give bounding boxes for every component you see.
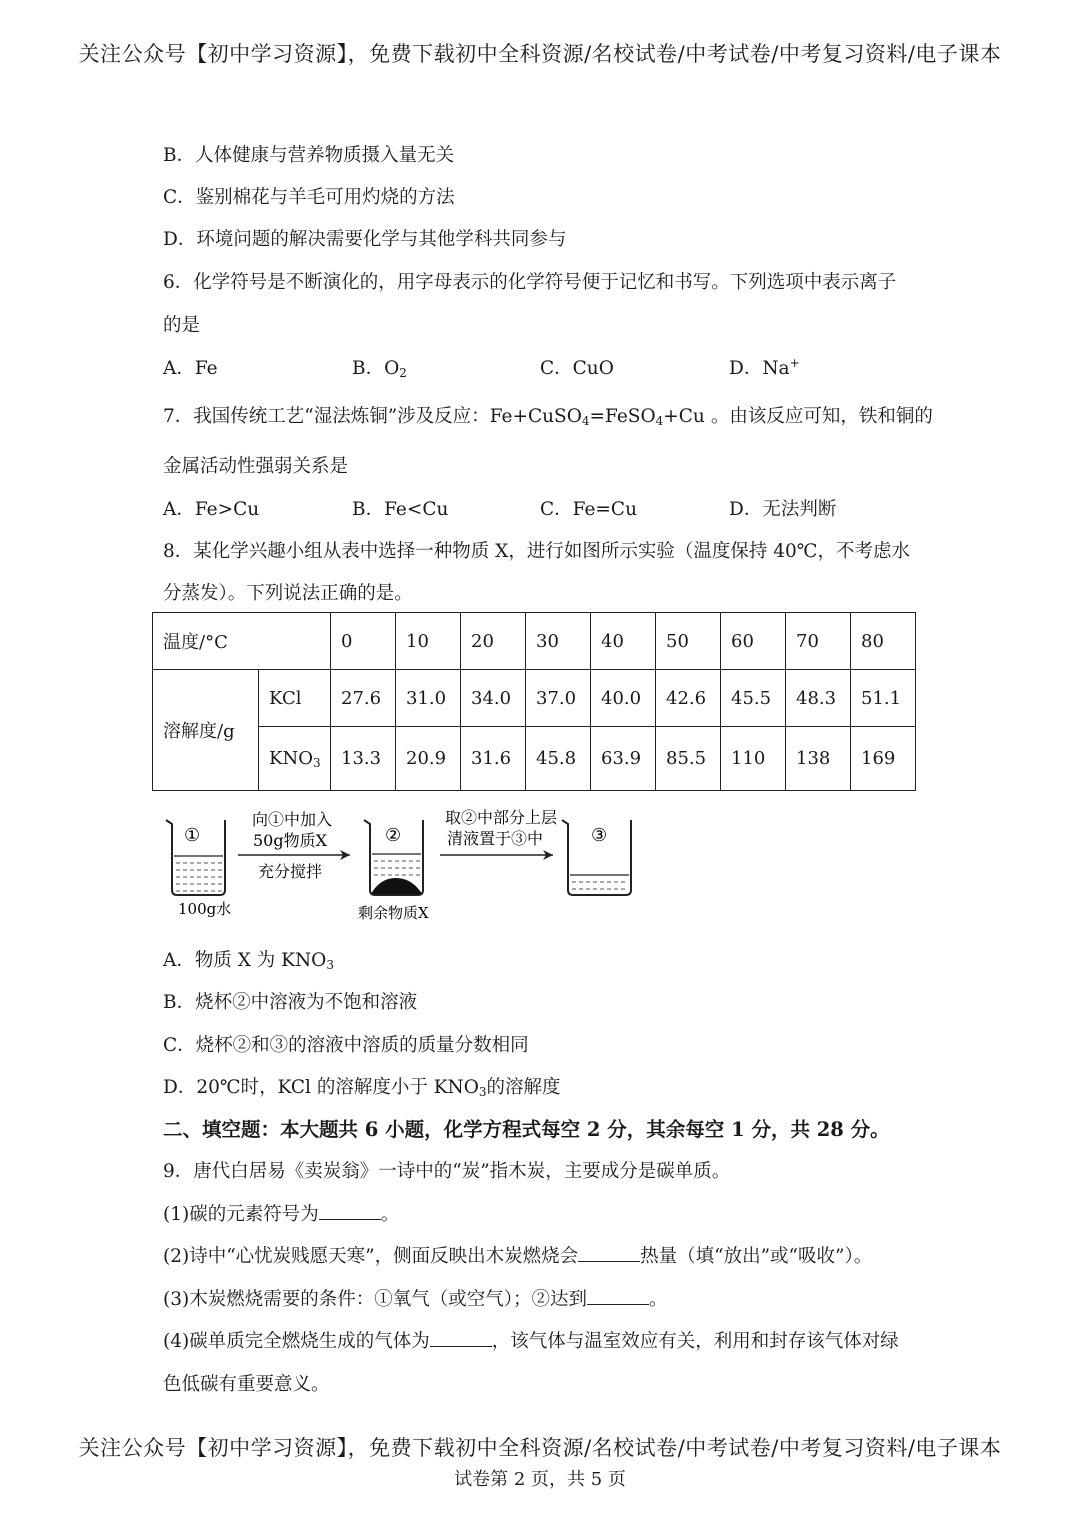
table-cell: 10 [396, 613, 461, 670]
q8-option-c: C．烧杯②和③的溶液中溶质的质量分数相同 [163, 1035, 529, 1056]
q8-option-b: B．烧杯②中溶液为不饱和溶液 [163, 992, 418, 1013]
table-cell: 13.3 [331, 727, 396, 791]
beaker-1-number: ① [184, 825, 201, 846]
q6-stem: 6．化学符号是不断演化的，用字母表示的化学符号便于记忆和书写。下列选项中表示离子 [163, 272, 897, 293]
arrow-1-text: 向①中加入 [252, 810, 333, 829]
residue-label: 剩余物质X [358, 904, 429, 922]
q7-option-d: D．无法判断 [729, 499, 837, 520]
beaker-1 [166, 820, 225, 895]
table-cell: 51.1 [851, 670, 916, 727]
table-row [153, 727, 916, 791]
table-cell: 40.0 [591, 670, 656, 727]
table-cell: 37.0 [526, 670, 591, 727]
q8-stem-cont: 分蒸发）。下列说法正确的是。 [163, 583, 413, 604]
water-label: 100g水 [178, 900, 232, 918]
temp-header: 温度/°C [153, 613, 331, 670]
table-cell: 34.0 [461, 670, 526, 727]
arrow-2-text: 清液置于③中 [447, 829, 544, 848]
arrow-1-below: 充分搅拌 [258, 862, 323, 881]
table-cell: 20 [461, 613, 526, 670]
table-cell: 40 [591, 613, 656, 670]
header-banner: 关注公众号【初中学习资源】，免费下载初中全科资源/名校试卷/中考试卷/中考复习资料/电子课本 [78, 42, 1002, 66]
q9-part-2: (2)诗中“心忧炭贱愿天寒”，侧面反映出木炭燃烧会 热量（填“放出”或“吸收”）。 [163, 1246, 873, 1267]
q9-part-4-cont: 色低碳有重要意义。 [163, 1374, 330, 1395]
table-cell: 50 [656, 613, 721, 670]
table-cell: 63.9 [591, 727, 656, 791]
section-2-heading: 二、填空题：本大题共 6 小题，化学方程式每空 2 分，其余每空 1 分，共 28 分。 [163, 1118, 890, 1141]
answer-blank [319, 1205, 381, 1220]
table-cell: 70 [786, 613, 851, 670]
kno3-label: $KNO_3$ [259, 727, 331, 791]
beaker-2-number: ② [385, 825, 402, 846]
solubility-table [152, 612, 916, 791]
table-cell: 31.0 [396, 670, 461, 727]
table-cell: 45.5 [721, 670, 786, 727]
answer-blank [578, 1247, 640, 1262]
table-cell: 169 [851, 727, 916, 791]
q8-option-d: D．20℃时，KCl 的溶解度小于 $KNO_3$的溶解度 [163, 1077, 561, 1099]
table-cell: 48.3 [786, 670, 851, 727]
arrow-2-text: 取②中部分上层 [445, 808, 558, 827]
q8-option-a: A．物质 X 为 $KNO_3$ [163, 950, 334, 972]
table-cell: 20.9 [396, 727, 461, 791]
q7-option-b: B．Fe<Cu [352, 499, 449, 520]
q7-stem-cont: 金属活动性强弱关系是 [163, 456, 349, 477]
q7-stem: 7．我国传统工艺“湿法炼铜”涉及反应：Fe+CuSO$_4$=FeSO$_4$+Cu 。由该反应可知，铁和铜的 [163, 406, 933, 428]
table-row [153, 613, 916, 670]
kcl-label: KCl [259, 670, 331, 727]
table-row [153, 670, 916, 727]
q9-stem: 9．唐代白居易《卖炭翁》一诗中的“炭”指木炭，主要成分是碳单质。 [163, 1161, 731, 1182]
experiment-figure [150, 800, 650, 930]
q6-option-d: D．Na+ [729, 356, 800, 379]
q9-part-1: (1)碳的元素符号为 。 [163, 1204, 400, 1225]
table-cell: 31.6 [461, 727, 526, 791]
table-cell: 80 [851, 613, 916, 670]
q5-option-c: C．鉴别棉花与羊毛可用灼烧的方法 [163, 187, 455, 208]
q7-equation: Fe+CuSO$_4$=FeSO$_4$+Cu [489, 406, 705, 428]
q6-option-c: C．CuO [540, 358, 614, 379]
q7-option-c: C．Fe=Cu [540, 499, 637, 520]
table-cell: 27.6 [331, 670, 396, 727]
q9-part-3: (3)木炭燃烧需要的条件：①氧气（或空气）；②达到 。 [163, 1289, 668, 1310]
answer-blank [587, 1290, 649, 1305]
q8-stem: 8．某化学兴趣小组从表中选择一种物质 X，进行如图所示实验（温度保持 40℃，不考虑水 [163, 541, 910, 562]
arrow-1-text: 50g物质X [253, 831, 327, 850]
beaker-2 [364, 820, 423, 895]
q5-option-b: B．人体健康与营养物质摄入量无关 [163, 145, 455, 166]
arrow-1 [238, 810, 350, 881]
table-cell: 30 [526, 613, 591, 670]
page-number: 试卷第 2 页，共 5 页 [454, 1469, 626, 1490]
table-cell: 42.6 [656, 670, 721, 727]
answer-blank [430, 1332, 492, 1347]
q6-option-a: A．Fe [163, 358, 218, 379]
footer-banner: 关注公众号【初中学习资源】，免费下载初中全科资源/名校试卷/中考试卷/中考复习资料/电子课本 [78, 1436, 1002, 1460]
solubility-header: 溶解度/g [153, 670, 259, 791]
q6-stem-cont: 的是 [163, 315, 201, 336]
q6-option-b: B．$O_2$ [352, 358, 407, 380]
beaker-3 [562, 820, 631, 895]
q9-part-4: (4)碳单质完全燃烧生成的气体为 ，该气体与温室效应有关，利用和封存该气体对绿 [163, 1331, 899, 1352]
table-cell: 60 [721, 613, 786, 670]
q5-option-d: D．环境问题的解决需要化学与其他学科共同参与 [163, 229, 567, 250]
table-cell: 138 [786, 727, 851, 791]
q7-option-a: A．Fe>Cu [163, 499, 260, 520]
arrow-2 [440, 808, 557, 860]
table-cell: 45.8 [526, 727, 591, 791]
table-cell: 0 [331, 613, 396, 670]
table-cell: 85.5 [656, 727, 721, 791]
beaker-3-number: ③ [591, 825, 608, 846]
table-cell: 110 [721, 727, 786, 791]
